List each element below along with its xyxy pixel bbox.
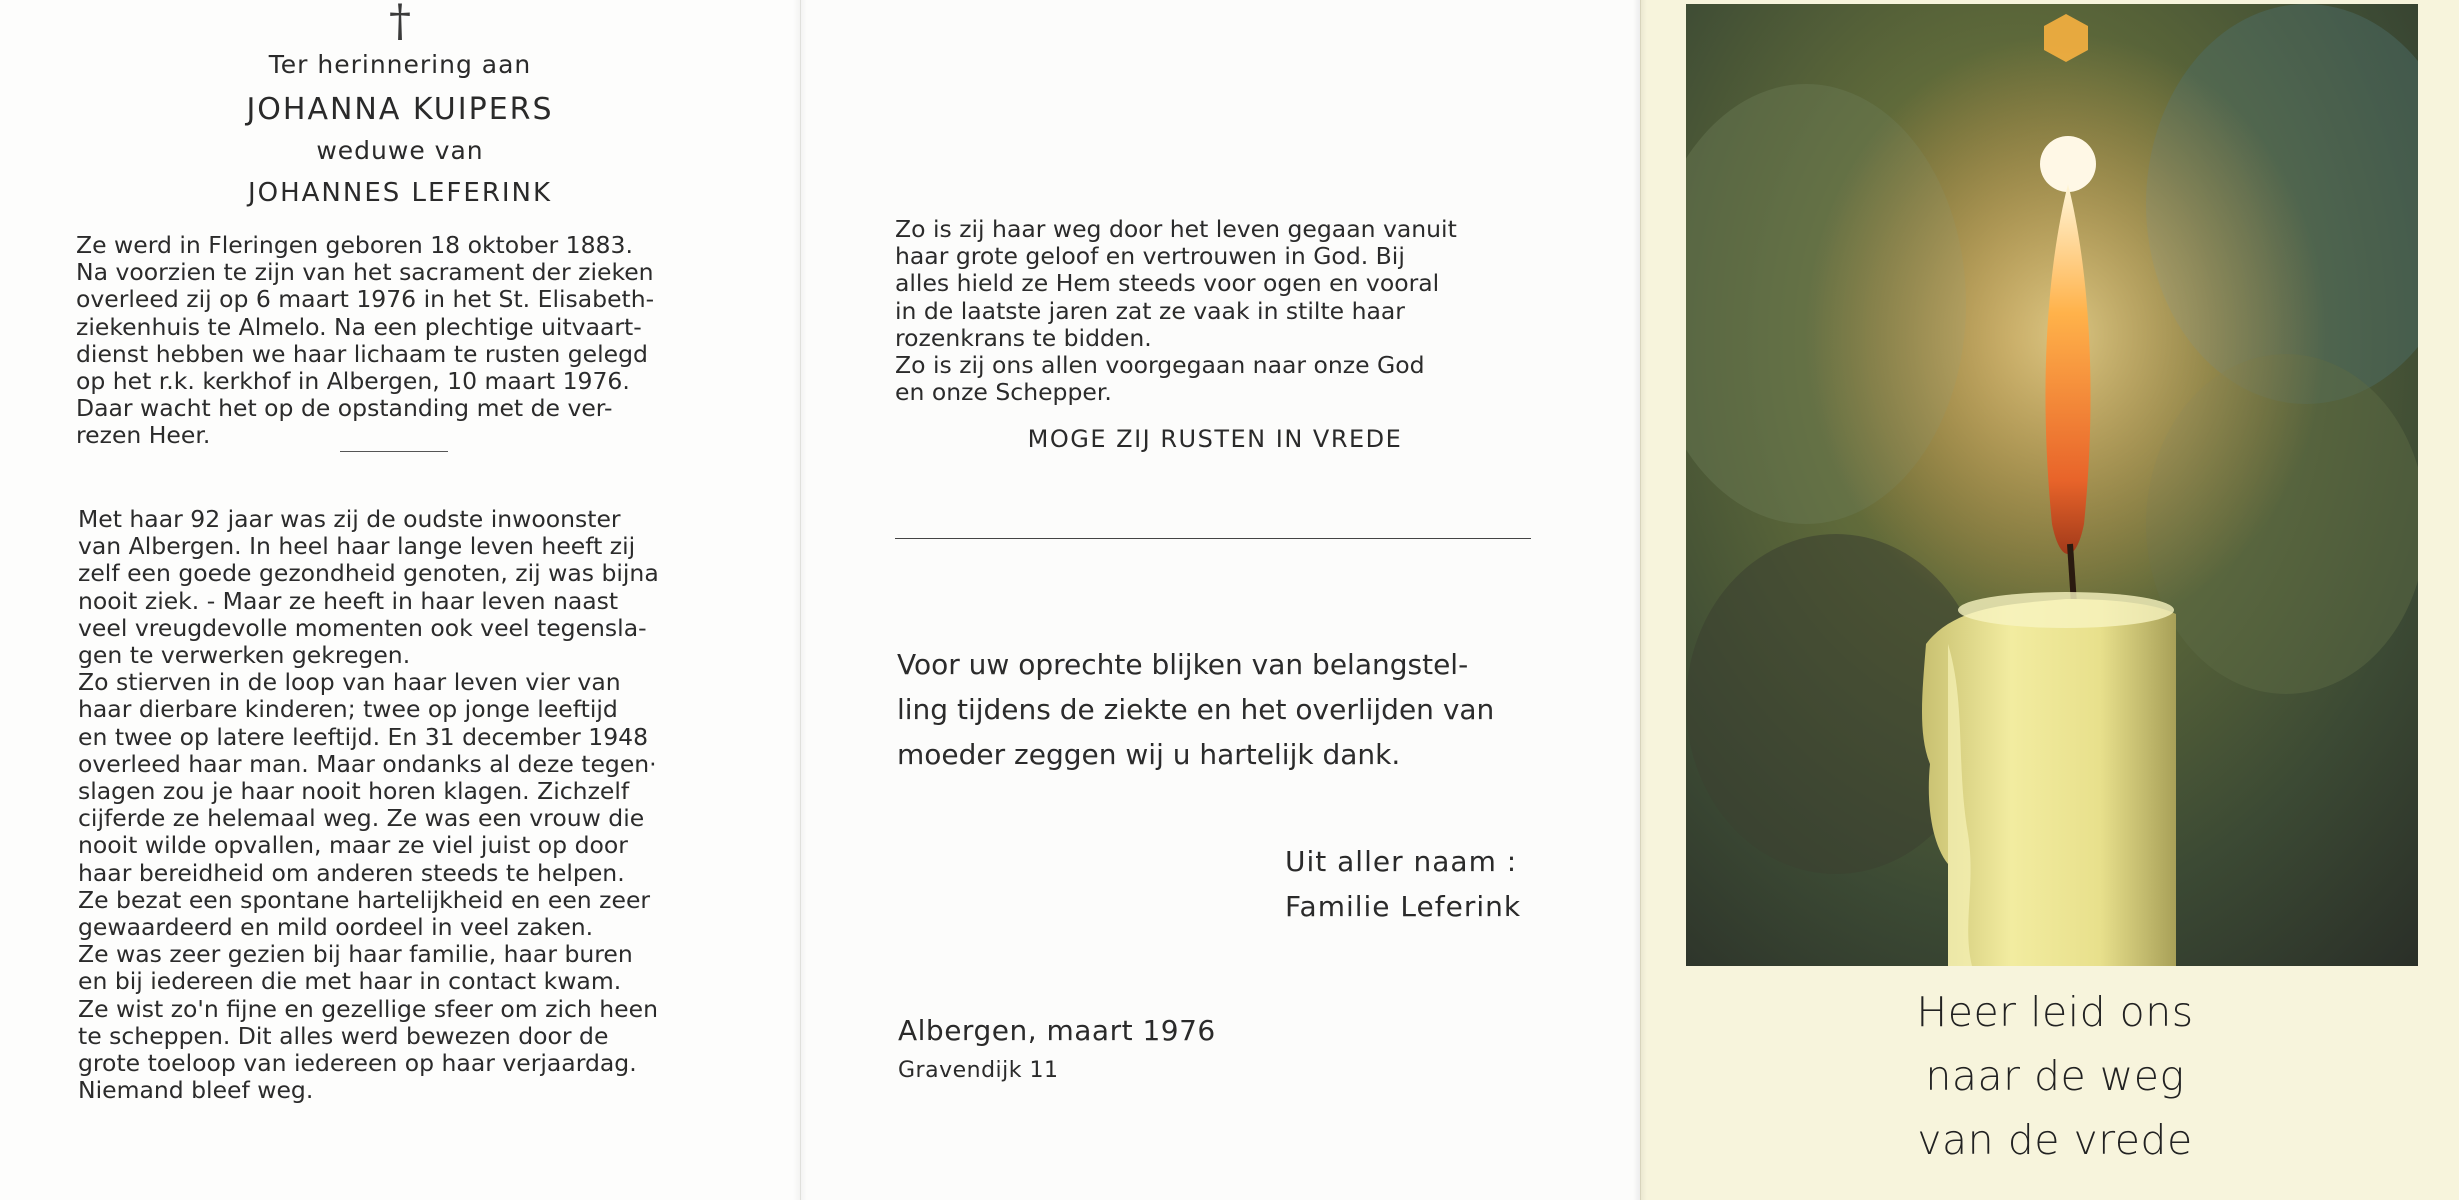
text-line: Na voorzien te zijn van het sacrament der zieken bbox=[76, 258, 654, 287]
text-line: overleed haar man. Maar ondanks al deze tegen· bbox=[78, 749, 657, 778]
text-line: van Albergen. In heel haar lange leven heeft zij bbox=[78, 532, 636, 561]
text-line: Zo is zij haar weg door het leven gegaan vanuit bbox=[895, 215, 1457, 243]
verse-line-3: van de vrede bbox=[1917, 1116, 2193, 1164]
text-line: moeder zeggen wij u hartelijk dank. bbox=[897, 738, 1401, 771]
text-line: Ze bezat een spontane hartelijkheid en een zeer bbox=[78, 885, 651, 914]
divider-long bbox=[895, 538, 1531, 539]
faith-paragraph bbox=[895, 216, 1535, 406]
thanks-paragraph bbox=[897, 642, 1537, 777]
text-line: Met haar 92 jaar was zij de oudste inwoonster bbox=[78, 505, 621, 533]
text-line: Niemand bleef weg. bbox=[78, 1076, 314, 1105]
husband-name: JOHANNES LEFERINK bbox=[247, 178, 553, 208]
text-line: en bij iedereen die met haar in contact kwam. bbox=[78, 967, 622, 996]
verse-line-1: Heer leid ons bbox=[1916, 988, 2194, 1036]
signature-line-2: Familie Leferink bbox=[1285, 890, 1522, 923]
text-line: Voor uw oprechte blijken van belangstel- bbox=[897, 648, 1469, 681]
text-line: zelf een goede gezondheid genoten, zij was bijna bbox=[78, 559, 659, 588]
text-line: gen te verwerken gekregen. bbox=[78, 641, 411, 670]
text-line: cijferde ze helemaal weg. Ze was een vrouw die bbox=[78, 804, 645, 833]
text-line: overleed zij op 6 maart 1976 in het St. Elisabeth- bbox=[76, 285, 655, 314]
text-line: ziekenhuis te Almelo. Na een plechtige uitvaart- bbox=[76, 312, 642, 341]
text-line: Ze wist zo'n fijne en gezellige sfeer om zich heen bbox=[78, 994, 658, 1023]
text-line: op het r.k. kerkhof in Albergen, 10 maart 1976. bbox=[76, 367, 630, 396]
address: Gravendijk 11 bbox=[898, 1058, 1059, 1083]
left-panel bbox=[0, 0, 800, 1200]
text-line: Zo stierven in de loop van haar leven vier van bbox=[78, 668, 621, 697]
text-line: dienst hebben we haar lichaam te rusten gelegd bbox=[76, 339, 648, 368]
text-line: en twee op latere leeftijd. En 31 december 1948 bbox=[78, 722, 649, 751]
fold-line-2 bbox=[1633, 0, 1647, 1200]
text-line: haar grote geloof en vertrouwen in God. Bij bbox=[895, 242, 1405, 271]
intro-line: Ter herinnering aan bbox=[268, 50, 532, 79]
verse-line-2: naar de weg bbox=[1925, 1052, 2185, 1100]
text-line: Daar wacht het op de opstanding met de ver- bbox=[76, 394, 613, 423]
fold-line-1 bbox=[793, 0, 807, 1200]
biography-paragraph-2 bbox=[78, 506, 714, 1104]
biography-paragraph-1 bbox=[76, 232, 710, 450]
text-line: nooit ziek. - Maar ze heeft in haar leven naast bbox=[78, 586, 619, 615]
text-line: haar bereidheid om anderen steeds te helpen. bbox=[78, 858, 625, 887]
text-line: rozenkrans te bidden. bbox=[895, 323, 1152, 352]
prayer-line: MOGE ZIJ RUSTEN IN VREDE bbox=[1027, 425, 1403, 453]
signature-line-1: Uit aller naam : bbox=[1285, 845, 1518, 878]
cross-symbol: † bbox=[389, 0, 411, 47]
text-line: slagen zou je haar nooit horen klagen. Zichzelf bbox=[78, 777, 630, 806]
text-line: ling tijdens de ziekte en het overlijden van bbox=[897, 693, 1495, 726]
text-line: veel vreugdevolle momenten ook veel tegensla- bbox=[78, 613, 647, 642]
deceased-name: JOHANNA KUIPERS bbox=[246, 92, 554, 127]
text-line: rezen Heer. bbox=[76, 421, 211, 450]
candle-photo bbox=[1686, 4, 2418, 966]
text-line: en onze Schepper. bbox=[895, 378, 1112, 407]
text-line: haar dierbare kinderen; twee op jonge leeftijd bbox=[78, 695, 618, 724]
place-date: Albergen, maart 1976 bbox=[898, 1014, 1216, 1047]
text-line: Ze werd in Fleringen geboren 18 oktober 1883. bbox=[76, 231, 633, 259]
text-line: gewaardeerd en mild oordeel in veel zaken. bbox=[78, 913, 594, 942]
text-line: in de laatste jaren zat ze vaak in stilte haar bbox=[895, 296, 1405, 325]
text-line: Ze was zeer gezien bij haar familie, haar buren bbox=[78, 940, 633, 969]
text-line: nooit wilde opvallen, maar ze viel juist op door bbox=[78, 831, 628, 860]
text-line: alles hield ze Hem steeds voor ogen en vooral bbox=[895, 269, 1440, 298]
candle-icon bbox=[1686, 4, 2418, 966]
widow-of-line: weduwe van bbox=[316, 136, 484, 165]
divider-short bbox=[340, 451, 448, 452]
text-line: Zo is zij ons allen voorgegaan naar onze God bbox=[895, 351, 1425, 380]
text-line: grote toeloop van iedereen op haar verjaardag. bbox=[78, 1049, 637, 1078]
text-line: te scheppen. Dit alles werd bewezen door de bbox=[78, 1021, 609, 1050]
